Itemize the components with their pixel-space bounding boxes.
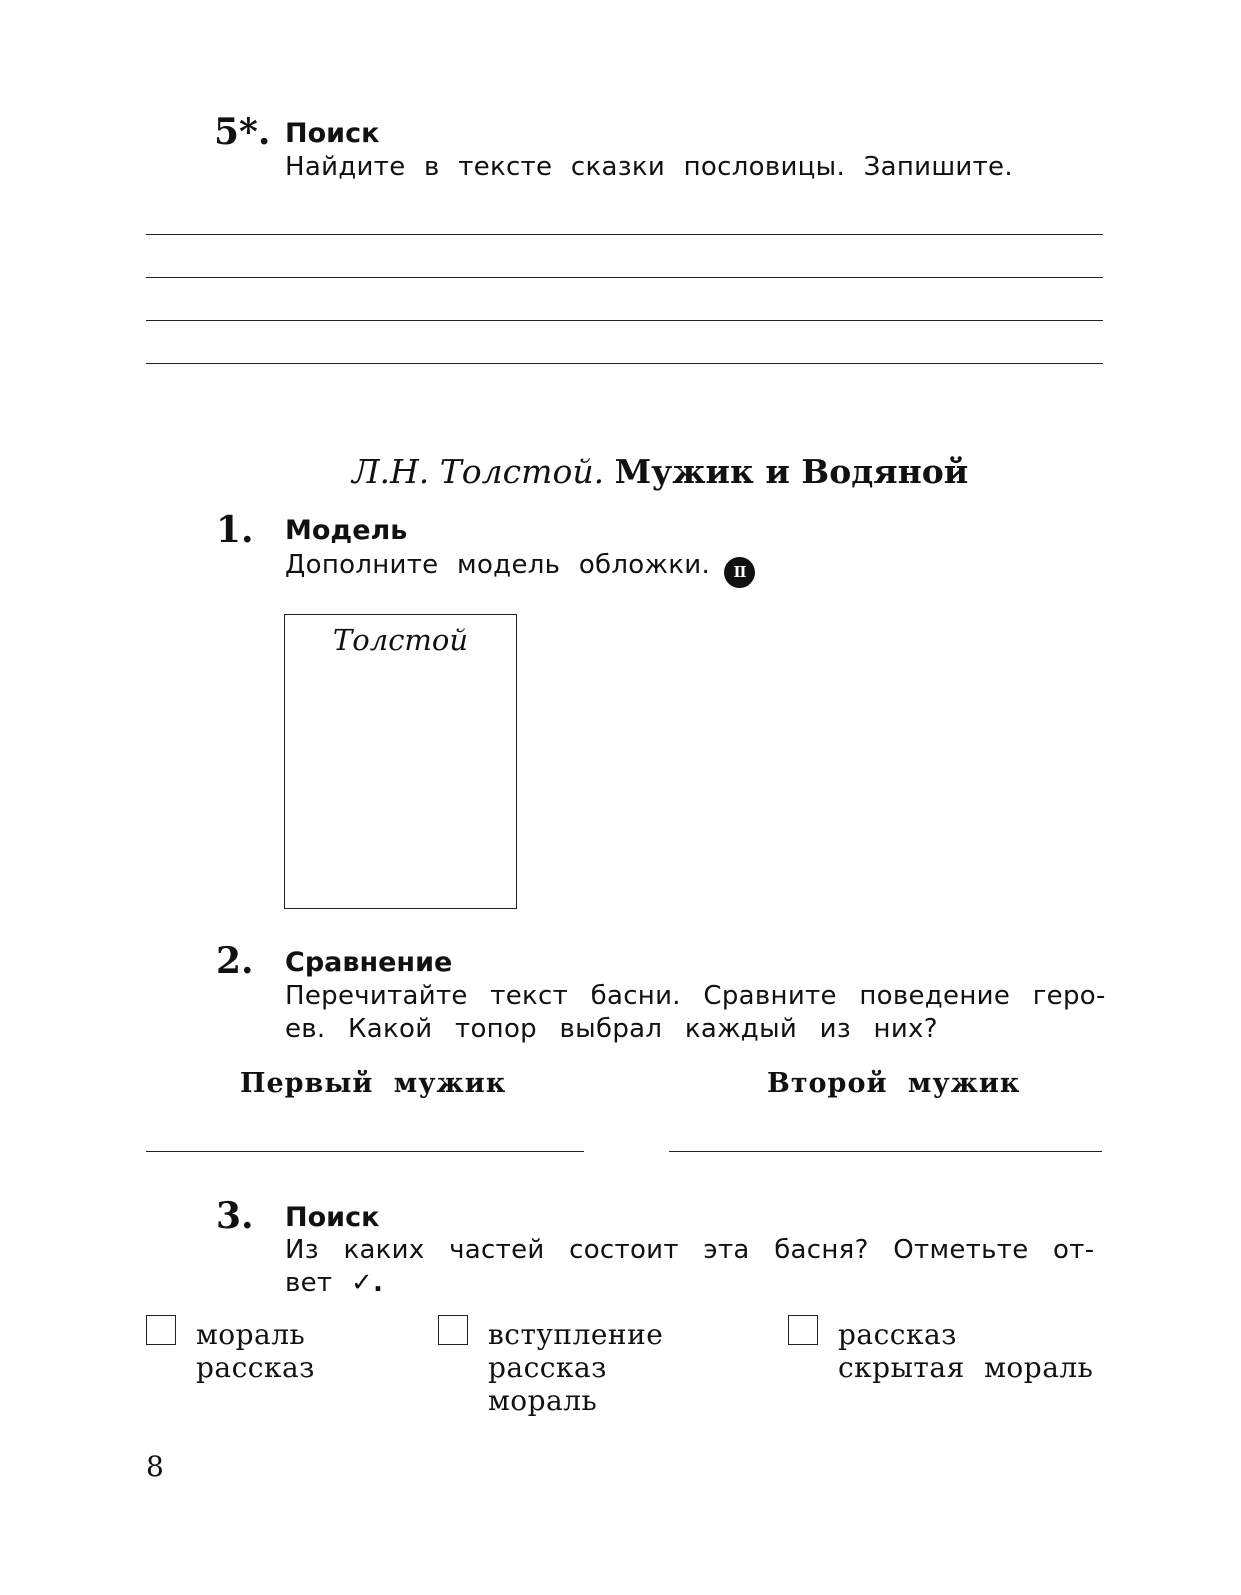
- level-badge-icon: II: [724, 557, 755, 588]
- option-checkbox-3[interactable]: [788, 1315, 818, 1345]
- option-3-line-1: рассказ: [838, 1318, 957, 1351]
- task2-instruction-line2: ев. Какой топор выбрал каждый из них?: [285, 1014, 938, 1044]
- task1-title: Модель: [285, 515, 408, 546]
- task1-instruction: [285, 549, 755, 588]
- option-checkbox-1[interactable]: [146, 1315, 176, 1345]
- option-label-2: [488, 1318, 663, 1417]
- first-man-label: Первый мужик: [240, 1068, 507, 1099]
- task3-instruction-line1: Из каких частей состоит эта басня? Отметьте от-: [285, 1235, 1095, 1265]
- second-man-label: Второй мужик: [767, 1068, 1021, 1099]
- first-man-answer-line[interactable]: [146, 1151, 584, 1152]
- option-label-3: [838, 1318, 1093, 1384]
- option-2-line-2: рассказ: [488, 1351, 607, 1384]
- option-2-line-1: вступление: [488, 1318, 664, 1351]
- answer-line-4[interactable]: [146, 363, 1103, 364]
- option-label-1: [196, 1318, 315, 1384]
- task5-title: Поиск: [285, 118, 380, 149]
- section-heading: [352, 452, 968, 492]
- task5-instruction: Найдите в тексте сказки пословицы. Запишите.: [285, 152, 1013, 182]
- option-1-line-1: мораль: [196, 1318, 306, 1351]
- task3-number: 3.: [216, 1195, 254, 1237]
- task2-number: 2.: [216, 940, 254, 982]
- section-author: Л.Н. Толстой.: [352, 452, 605, 491]
- option-2-line-3: мораль: [488, 1384, 598, 1417]
- answer-line-3[interactable]: [146, 320, 1103, 321]
- cover-author: Толстой: [332, 623, 469, 657]
- option-checkbox-2[interactable]: [438, 1315, 468, 1345]
- task5-number: 5*.: [214, 111, 271, 153]
- check-mark-icon: ✓.: [350, 1268, 384, 1298]
- task3-instruction-text: вет: [285, 1268, 333, 1298]
- option-3-line-2: скрытая мораль: [838, 1351, 1094, 1384]
- task1-instruction-text: Дополните модель обложки.: [285, 550, 711, 580]
- section-title: Мужик и Водяной: [614, 452, 969, 491]
- task1-number: 1.: [216, 509, 254, 551]
- second-man-answer-line[interactable]: [669, 1151, 1102, 1152]
- answer-line-2[interactable]: [146, 277, 1103, 278]
- task2-instruction-line1: Перечитайте текст басни. Сравните поведение геро-: [285, 981, 1106, 1011]
- task2-title: Сравнение: [285, 947, 453, 978]
- option-1-line-2: рассказ: [196, 1351, 315, 1384]
- answer-line-1[interactable]: [146, 234, 1103, 235]
- page-number: 8: [146, 1450, 164, 1483]
- task3-title: Поиск: [285, 1202, 380, 1233]
- book-cover-model[interactable]: [284, 614, 517, 909]
- task3-instruction-line2: [285, 1267, 383, 1300]
